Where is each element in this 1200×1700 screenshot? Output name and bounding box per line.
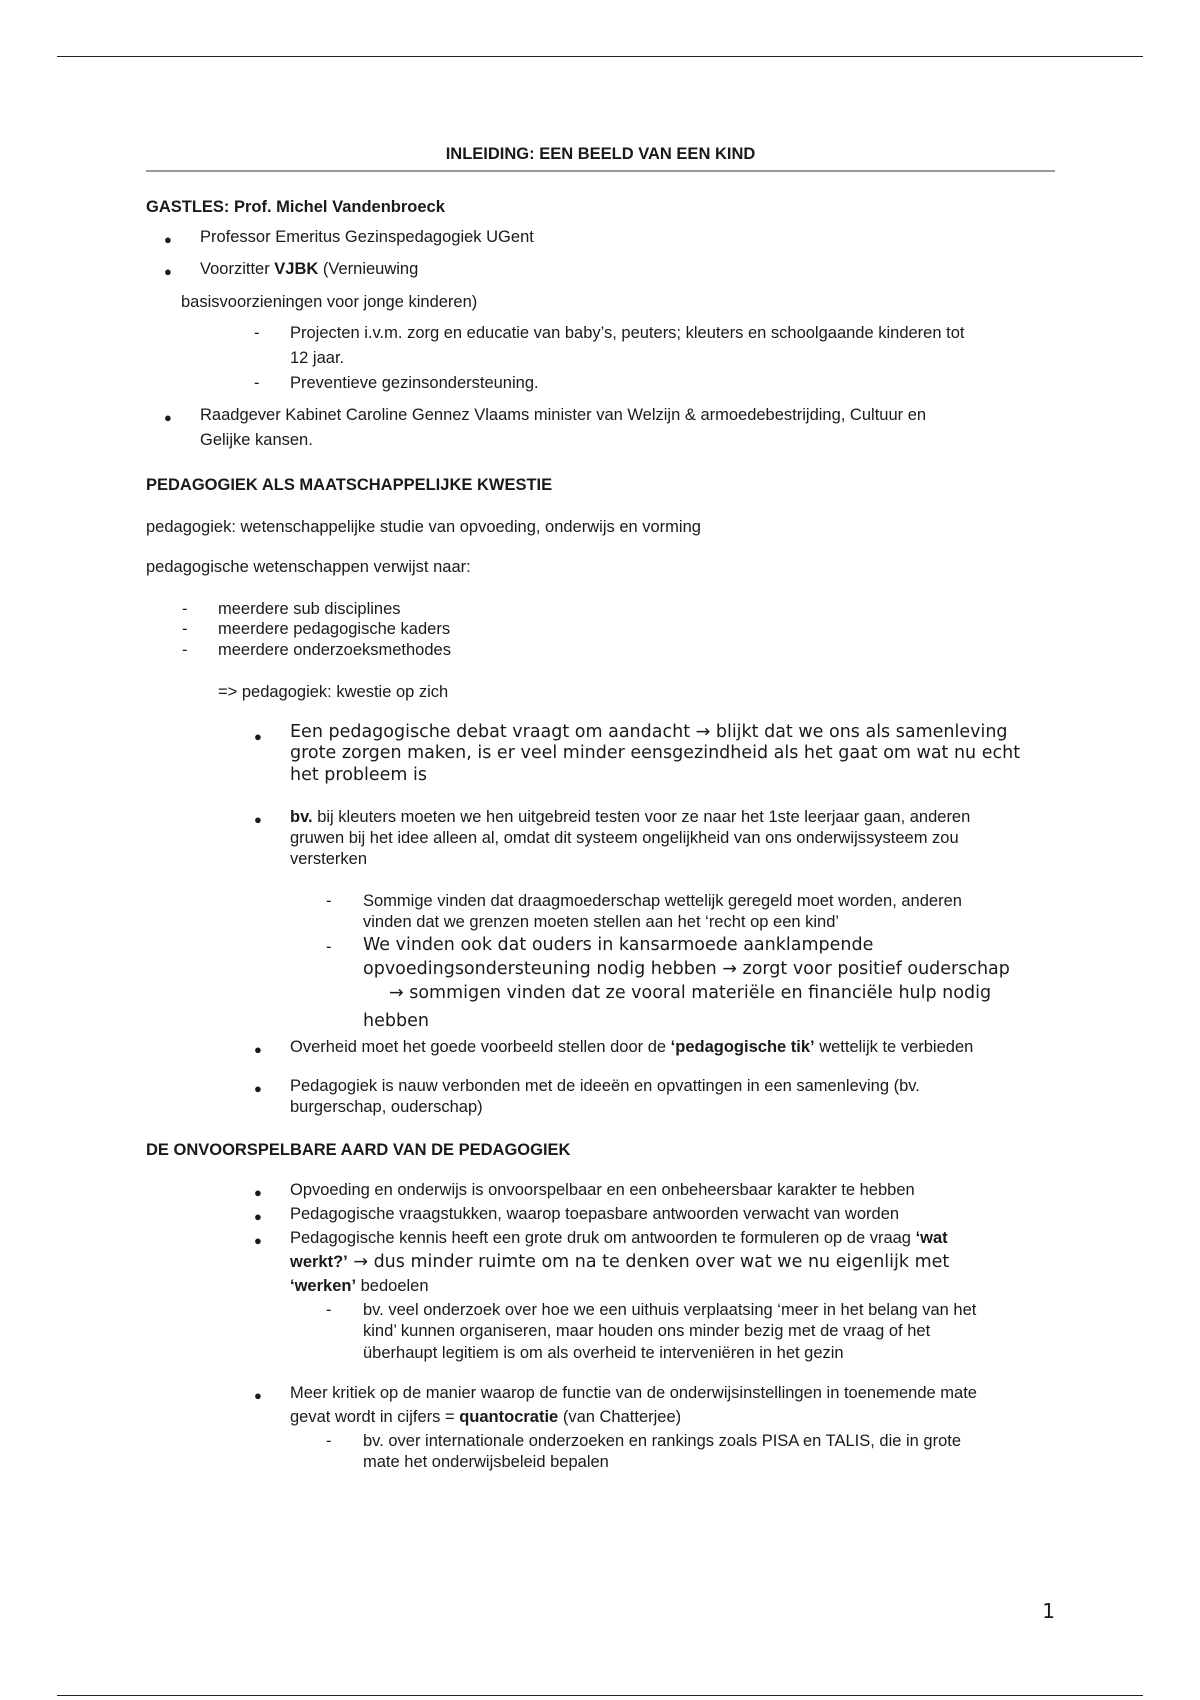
sub-list-item-continuation: opvoedingsondersteuning nodig hebben → zorgt voor positief ouderschap	[363, 959, 1010, 979]
list-item: Overheid moet het goede voorbeeld stellen door de ‘pedagogische tik’ wettelijk te verbieden	[290, 1038, 974, 1056]
dash-marker: -	[182, 620, 188, 638]
sub-list-item: bv. over internationale onderzoeken en rankings zoals PISA en TALIS, die in grote	[363, 1432, 962, 1450]
dash-marker: -	[182, 600, 188, 618]
list-item-continuation: versterken	[290, 850, 368, 868]
list-item-continuation: basisvoorzieningen voor jonge kinderen)	[181, 293, 478, 311]
header-rule	[57, 56, 1143, 57]
conclusion-line: => pedagogiek: kwestie op zich	[218, 683, 449, 701]
dash-marker: -	[326, 1301, 332, 1319]
sub-list-item: meerdere pedagogische kaders	[218, 620, 451, 638]
list-item-continuation: het probleem is	[290, 765, 428, 785]
bullet-icon: ●	[254, 1185, 262, 1200]
list-item: Een pedagogische debat vraagt om aandacht → blijkt dat we ons als samenleving	[290, 722, 1008, 742]
bullet-icon: ●	[254, 812, 262, 827]
paragraph-definition: pedagogiek: wetenschappelijke studie van opvoeding, onderwijs en vorming	[146, 518, 701, 536]
list-item: Professor Emeritus Gezinspedagogiek UGent	[200, 228, 534, 246]
list-item-continuation: ‘werken’ bedoelen	[290, 1277, 429, 1295]
dash-marker: -	[254, 374, 260, 392]
list-item: Raadgever Kabinet Caroline Gennez Vlaams minister van Welzijn & armoedebestrijding, Cultuur en	[200, 406, 927, 424]
list-item: Voorzitter VJBK (Vernieuwing	[200, 260, 419, 278]
list-item: Meer kritiek op de manier waarop de functie van de onderwijsinstellingen in toenemende mate	[290, 1384, 977, 1402]
sub-list-item: Preventieve gezinsondersteuning.	[290, 374, 539, 392]
bullet-icon: ●	[254, 1209, 262, 1224]
list-item-continuation: werkt?’ → dus minder ruimte om na te denken over wat we nu eigenlijk met	[290, 1252, 950, 1272]
sub-list-item: bv. veel onderzoek over hoe we een uithuis verplaatsing ‘meer in het belang van het	[363, 1301, 977, 1319]
page-title: INLEIDING: EEN BEELD VAN EEN KIND	[445, 145, 756, 163]
sub-list-item: Projecten i.v.m. zorg en educatie van baby’s, peuters; kleuters en schoolgaande kinderen tot	[290, 324, 965, 342]
sub-list-item-continuation: vinden dat we grenzen moeten stellen aan het ‘recht op een kind’	[363, 913, 840, 931]
bullet-icon: ●	[254, 1388, 262, 1403]
list-item-continuation: Gelijke kansen.	[200, 431, 313, 449]
dash-marker: -	[326, 892, 332, 910]
list-item-continuation: gevat wordt in cijfers = quantocratie (van Chatterjee)	[290, 1408, 682, 1426]
bullet-icon: ●	[164, 232, 172, 247]
dash-marker: -	[326, 938, 332, 956]
footer-rule	[57, 1695, 1143, 1696]
list-item: Pedagogische kennis heeft een grote druk om antwoorden te formuleren op de vraag ‘wat	[290, 1229, 948, 1247]
sub-list-item-continuation: 12 jaar.	[290, 349, 345, 367]
bullet-icon: ●	[254, 1081, 262, 1096]
title-underline	[146, 170, 1055, 172]
list-item-continuation: gruwen bij het idee alleen al, omdat dit systeem ongelijkheid van ons onderwijssysteem zou	[290, 829, 959, 847]
sub-list-item: We vinden ook dat ouders in kansarmoede aanklampende	[363, 935, 874, 955]
sub-list-item-continuation: hebben	[363, 1011, 429, 1031]
sub-list-item-continuation: mate het onderwijsbeleid bepalen	[363, 1453, 609, 1471]
sub-list-item: meerdere onderzoeksmethodes	[218, 641, 451, 659]
bullet-icon: ●	[164, 410, 172, 425]
sub-list-item-continuation: → sommigen vinden dat ze vooral materiële en financiële hulp nodig	[389, 983, 992, 1003]
paragraph-sciences: pedagogische wetenschappen verwijst naar:	[146, 558, 471, 576]
list-item-continuation: grote zorgen maken, is er veel minder eensgezindheid als het gaat om wat nu echt	[290, 743, 1021, 763]
section-heading-onvoorspelbare-aard: DE ONVOORSPELBARE AARD VAN DE PEDAGOGIEK	[146, 1141, 571, 1159]
list-item: Pedagogische vraagstukken, waarop toepasbare antwoorden verwacht van worden	[290, 1205, 900, 1223]
dash-marker: -	[254, 324, 260, 342]
sub-list-item: meerdere sub disciplines	[218, 600, 401, 618]
bullet-icon: ●	[254, 729, 262, 744]
list-item-continuation: burgerschap, ouderschap)	[290, 1098, 483, 1116]
sub-list-item-continuation: kind’ kunnen organiseren, maar houden ons minder bezig met de vraag of het	[363, 1322, 931, 1340]
sub-list-item-continuation: überhaupt legitiem is om als overheid te interveniëren in het gezin	[363, 1344, 844, 1362]
page-number: 1	[1042, 1599, 1055, 1623]
bullet-icon: ●	[164, 264, 172, 279]
bullet-icon: ●	[254, 1042, 262, 1057]
section-heading-gastles: GASTLES: Prof. Michel Vandenbroeck	[146, 198, 445, 216]
bullet-icon: ●	[254, 1233, 262, 1248]
list-item: bv. bij kleuters moeten we hen uitgebreid testen voor ze naar het 1ste leerjaar gaan, anderen	[290, 808, 971, 826]
sub-list-item: Sommige vinden dat draagmoederschap wettelijk geregeld moet worden, anderen	[363, 892, 962, 910]
list-item: Pedagogiek is nauw verbonden met de ideeën en opvattingen in een samenleving (bv.	[290, 1077, 920, 1095]
dash-marker: -	[182, 641, 188, 659]
section-heading-pedagogiek: PEDAGOGIEK ALS MAATSCHAPPELIJKE KWESTIE	[146, 476, 553, 494]
list-item: Opvoeding en onderwijs is onvoorspelbaar en een onbeheersbaar karakter te hebben	[290, 1181, 915, 1199]
dash-marker: -	[326, 1432, 332, 1450]
